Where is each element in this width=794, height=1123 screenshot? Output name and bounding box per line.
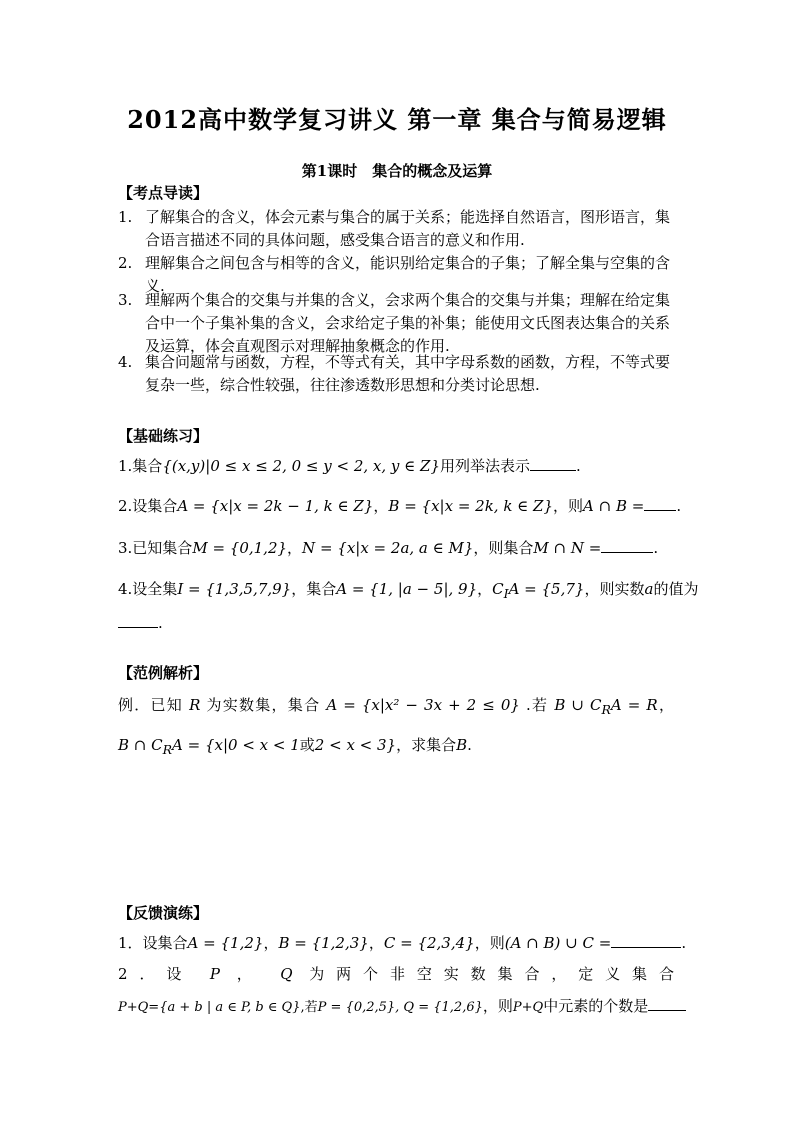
question-text: ， <box>263 934 279 952</box>
guide-item-number: 4. <box>118 353 133 371</box>
question-text: ， <box>373 497 389 515</box>
question-text: ，则 <box>482 997 513 1015</box>
math-expression: (A ∩ B) ∪ C = <box>504 934 612 952</box>
question-text: . <box>158 614 163 632</box>
example-text: ，求集合 <box>396 736 457 754</box>
feedback-heading: 【反馈演练】 <box>118 904 209 922</box>
math-expression: A ∩ B = <box>583 497 645 515</box>
basic-question-2 <box>118 495 681 517</box>
guide-item <box>118 206 678 252</box>
example-text: 例．已知 <box>118 696 184 714</box>
lesson-subtitle: 第1课时 集合的概念及运算 <box>301 162 493 180</box>
question-text: ，则实数 <box>584 580 645 598</box>
math-expression: A = {1, |a − 5|, 9} <box>336 580 478 598</box>
question-text: ， <box>368 934 384 952</box>
question-text: ，则 <box>474 934 505 952</box>
math-expression: A = {5,7} <box>508 580 585 598</box>
answer-blank <box>648 996 686 1011</box>
guide-item-text: 理解集合之间包含与相等的含义，能识别给定集合的子集；了解全集与空集的含义. <box>145 254 671 295</box>
answer-blank <box>530 456 576 471</box>
math-variable: B <box>456 736 468 754</box>
question-text: . <box>676 497 682 515</box>
example-line-1 <box>118 694 674 721</box>
question-text: ，则 <box>553 497 584 515</box>
guide-heading: 【考点导读】 <box>118 184 209 202</box>
math-expression: M ∩ N = <box>533 539 602 557</box>
document-title: 2012高中数学复习讲义 第一章 集合与简易逻辑 <box>127 105 667 134</box>
math-expression: I = {1,3,5,7,9} <box>177 580 292 598</box>
question-text: ， <box>477 580 493 598</box>
math-expression: M = {0,1,2} <box>192 539 288 557</box>
example-text: . <box>467 736 472 754</box>
math-subscript: R <box>601 702 611 717</box>
example-text: 或 <box>299 736 315 754</box>
feedback-question-1 <box>118 932 686 954</box>
feedback-question-2-line-1 <box>118 963 674 985</box>
math-expression: P = {0,2,5}, Q = {1,2,6} <box>317 1000 483 1015</box>
math-expression: {(x,y)|0 ≤ x ≤ 2, 0 ≤ y < 2, x, y ∈ Z} <box>162 457 440 475</box>
example-heading: 【范例解析】 <box>118 664 209 682</box>
math-expression: A = R <box>610 696 658 714</box>
math-expression: N = {x|x = 2a, a ∈ M} <box>302 539 474 557</box>
guide-item-number: 3. <box>118 291 133 309</box>
guide-item-text: 理解两个集合的交集与并集的含义，会求两个集合的交集与并集；理解在给定集合中一个子集补集的含义，会求给定子集的补集；能使用文氏图表达集合的关系及运算，体会直观图示对理解抽象概念的作用. <box>145 291 671 355</box>
answer-blank <box>601 538 653 553</box>
math-expression: A = {x|x² − 3x + 2 ≤ 0} <box>326 696 520 714</box>
question-text: 用列举法表示 <box>440 457 531 475</box>
question-text: ， <box>236 965 264 983</box>
math-variable: a <box>644 580 654 598</box>
question-text: 1．设集合 <box>118 934 188 952</box>
example-text: .若 <box>526 696 549 714</box>
math-expression: C <box>492 580 504 598</box>
math-variable: R <box>189 696 201 714</box>
math-expression: B = {1,2,3} <box>278 934 369 952</box>
math-variable: Q <box>280 965 293 983</box>
guide-item <box>118 351 678 397</box>
example-text: 为实数集，集合 <box>206 696 321 714</box>
question-text: . <box>681 934 687 952</box>
question-text: ，集合 <box>291 580 337 598</box>
feedback-question-2-line-2 <box>118 995 686 1019</box>
math-expression: P+Q={a + b | a ∈ P, b ∈ Q} <box>118 1000 301 1015</box>
basic-question-4 <box>118 578 698 605</box>
guide-item-number: 1. <box>118 208 133 226</box>
guide-item <box>118 289 678 358</box>
question-text: ， <box>287 539 303 557</box>
question-text: 4.设全集 <box>118 580 178 598</box>
question-text: 中元素的个数是 <box>543 997 649 1015</box>
math-expression: B = {x|x = 2k, k ∈ Z} <box>388 497 554 515</box>
question-text: ,若 <box>300 1000 318 1015</box>
answer-blank <box>611 933 681 948</box>
math-expression: B ∪ C <box>554 696 602 714</box>
question-text: ，则集合 <box>473 539 534 557</box>
question-text: 的值为 <box>653 580 699 598</box>
question-text: . <box>576 457 581 475</box>
math-expression: B ∩ C <box>118 736 163 754</box>
basic-heading: 【基础练习】 <box>118 427 209 445</box>
math-variable: P <box>209 965 221 983</box>
answer-blank <box>644 496 676 511</box>
question-text: 为两个非空实数集合，定义集合 <box>309 965 674 983</box>
example-line-2 <box>118 734 472 761</box>
question-text: . <box>653 539 659 557</box>
math-expression: A = {x|x = 2k − 1, k ∈ Z} <box>177 497 374 515</box>
math-expression: P+Q <box>512 1000 544 1015</box>
question-text: 1.集合 <box>118 457 163 475</box>
basic-question-4-cont <box>118 612 163 634</box>
math-expression: A = {x|0 < x < 1 <box>172 736 300 754</box>
guide-item-text: 集合问题常与函数，方程，不等式有关，其中字母系数的函数，方程，不等式要复杂一些，综合性较强，往往渗透数形思想和分类讨论思想. <box>145 353 671 394</box>
question-text: 3.已知集合 <box>118 539 193 557</box>
guide-item-number: 2. <box>118 254 133 272</box>
answer-blank <box>118 613 158 628</box>
math-expression: A = {1,2} <box>187 934 264 952</box>
example-text: ， <box>657 696 674 714</box>
question-text: 2.设集合 <box>118 497 178 515</box>
math-expression: 2 < x < 3} <box>314 736 397 754</box>
question-text: 2．设 <box>118 965 194 983</box>
basic-question-1 <box>118 455 581 477</box>
math-expression: C = {2,3,4} <box>383 934 475 952</box>
basic-question-3 <box>118 537 658 559</box>
math-subscript: I <box>503 586 509 601</box>
math-subscript: R <box>162 742 173 757</box>
guide-item-text: 了解集合的含义，体会元素与集合的属于关系；能选择自然语言，图形语言，集合语言描述不同的具体问题，感受集合语言的意义和作用. <box>145 208 671 249</box>
